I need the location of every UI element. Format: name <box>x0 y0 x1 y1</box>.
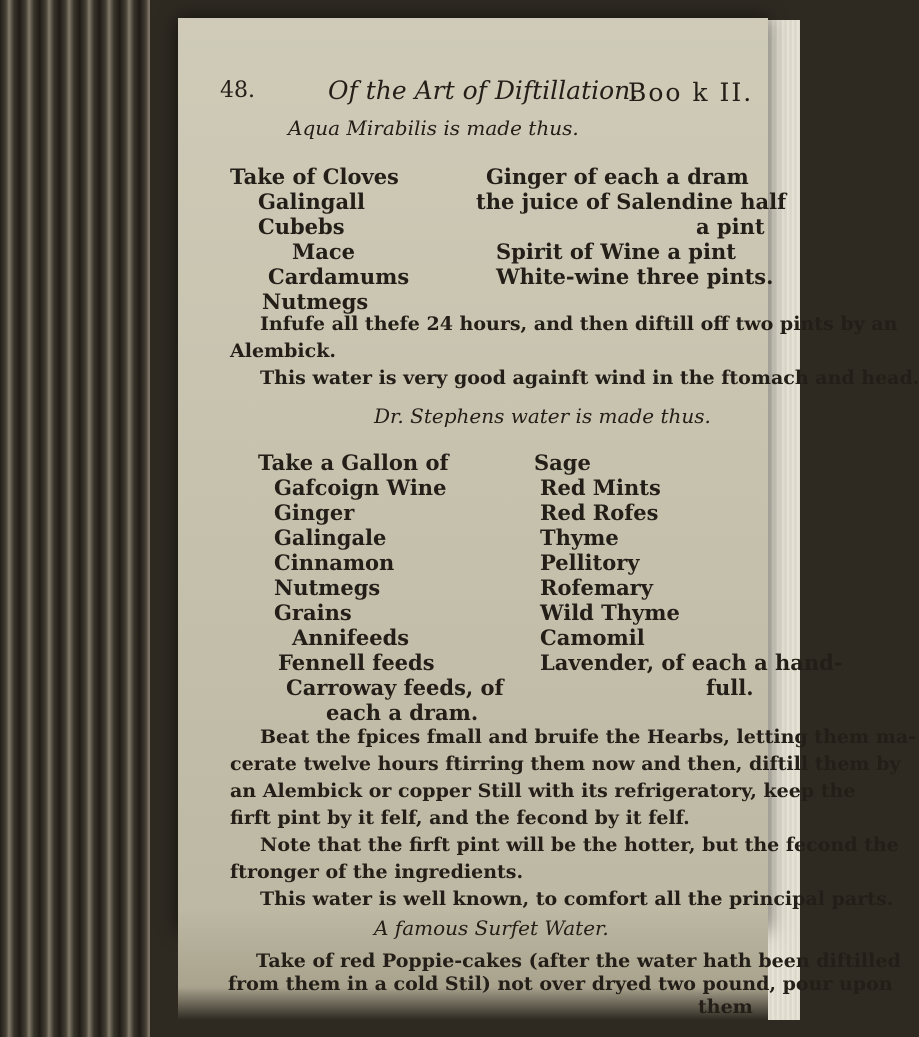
book-label: Boo k II. <box>628 78 754 107</box>
ingredient: Red Mints <box>540 475 661 500</box>
paragraph-line: Note that the firft pint will be the hotter, but the fecond the <box>260 834 899 856</box>
ingredient: Cinnamon <box>274 550 395 575</box>
paragraph-line: This water is very good againft wind in the ftomach and head. <box>260 367 919 389</box>
ingredient: Grains <box>274 600 352 625</box>
paragraph-line: an Alembick or copper Still with its refrigeratory, keep the <box>230 780 856 802</box>
ingredient: Rofemary <box>540 575 653 600</box>
page-edges <box>768 20 800 1020</box>
ingredient: the juice of Salendine half <box>476 189 787 214</box>
paragraph-line: Infufe all thefe 24 hours, and then diftill off two pints by an <box>260 313 898 335</box>
ingredient: Annifeeds <box>292 625 410 650</box>
ingredient: Carroway feeds, of <box>286 675 504 700</box>
ingredient: Camomil <box>540 625 645 650</box>
ingredient: Red Rofes <box>540 500 659 525</box>
ingredient: Nutmegs <box>262 289 369 314</box>
book-page <box>178 18 919 930</box>
ingredient: Mace <box>292 239 355 264</box>
ingredient: Pellitory <box>540 550 640 575</box>
ingredient: Ginger of each a dram <box>486 164 749 189</box>
ingredient: Cubebs <box>258 214 345 239</box>
paragraph-line: cerate twelve hours ftirring them now and then, diftill them by <box>230 753 901 775</box>
ingredient: Lavender, of each a hand- <box>540 650 843 675</box>
ingredient: Thyme <box>540 525 619 550</box>
ingredient: Ginger <box>274 500 355 525</box>
section-title: Dr. Stephens water is made thus. <box>374 404 711 428</box>
page-lower <box>178 910 901 1020</box>
ingredient: Galingale <box>274 525 387 550</box>
ingredient: full. <box>706 675 754 700</box>
ingredient: White-wine three pints. <box>496 264 774 289</box>
paragraph-line: Take of red Poppie-cakes (after the water hath been diftilled <box>256 950 901 972</box>
ingredient: Cardamums <box>268 264 410 289</box>
paragraph-line: This water is well known, to comfort all the principal parts. <box>260 888 894 910</box>
page-header <box>178 76 768 110</box>
ingredient: each a dram. <box>326 700 479 725</box>
paragraph-line: Alembick. <box>230 340 337 362</box>
paragraph-line: Beat the fpices fmall and bruife the Hearbs, letting them ma- <box>260 726 917 748</box>
book-binding <box>0 0 150 1037</box>
ingredient: Wild Thyme <box>540 600 680 625</box>
ingredient: Galingall <box>258 189 366 214</box>
running-title: Of the Art of Diftillation. <box>328 76 639 105</box>
paragraph-line: ftronger of the ingredients. <box>230 861 524 883</box>
ingredient: Fennell feeds <box>278 650 435 675</box>
paragraph-line: from them in a cold Stil) not over dryed two pound, pour upon <box>228 973 893 995</box>
paragraph-line: them <box>698 996 753 1018</box>
ingredient: Take a Gallon of <box>258 450 449 475</box>
paragraph-line: firft pint by it felf, and the fecond by it felf. <box>230 807 690 829</box>
ingredient: Sage <box>534 450 591 475</box>
page-number: 48. <box>220 78 255 103</box>
section-title: A famous Surfet Water. <box>374 916 609 940</box>
ingredient: Gafcoign Wine <box>274 475 447 500</box>
section-title: Aqua Mirabilis is made thus. <box>288 116 579 140</box>
ingredient: Nutmegs <box>274 575 381 600</box>
ingredient: Spirit of Wine a pint <box>496 239 736 264</box>
ingredient: Take of Cloves <box>230 164 399 189</box>
ingredient: a pint <box>696 214 765 239</box>
